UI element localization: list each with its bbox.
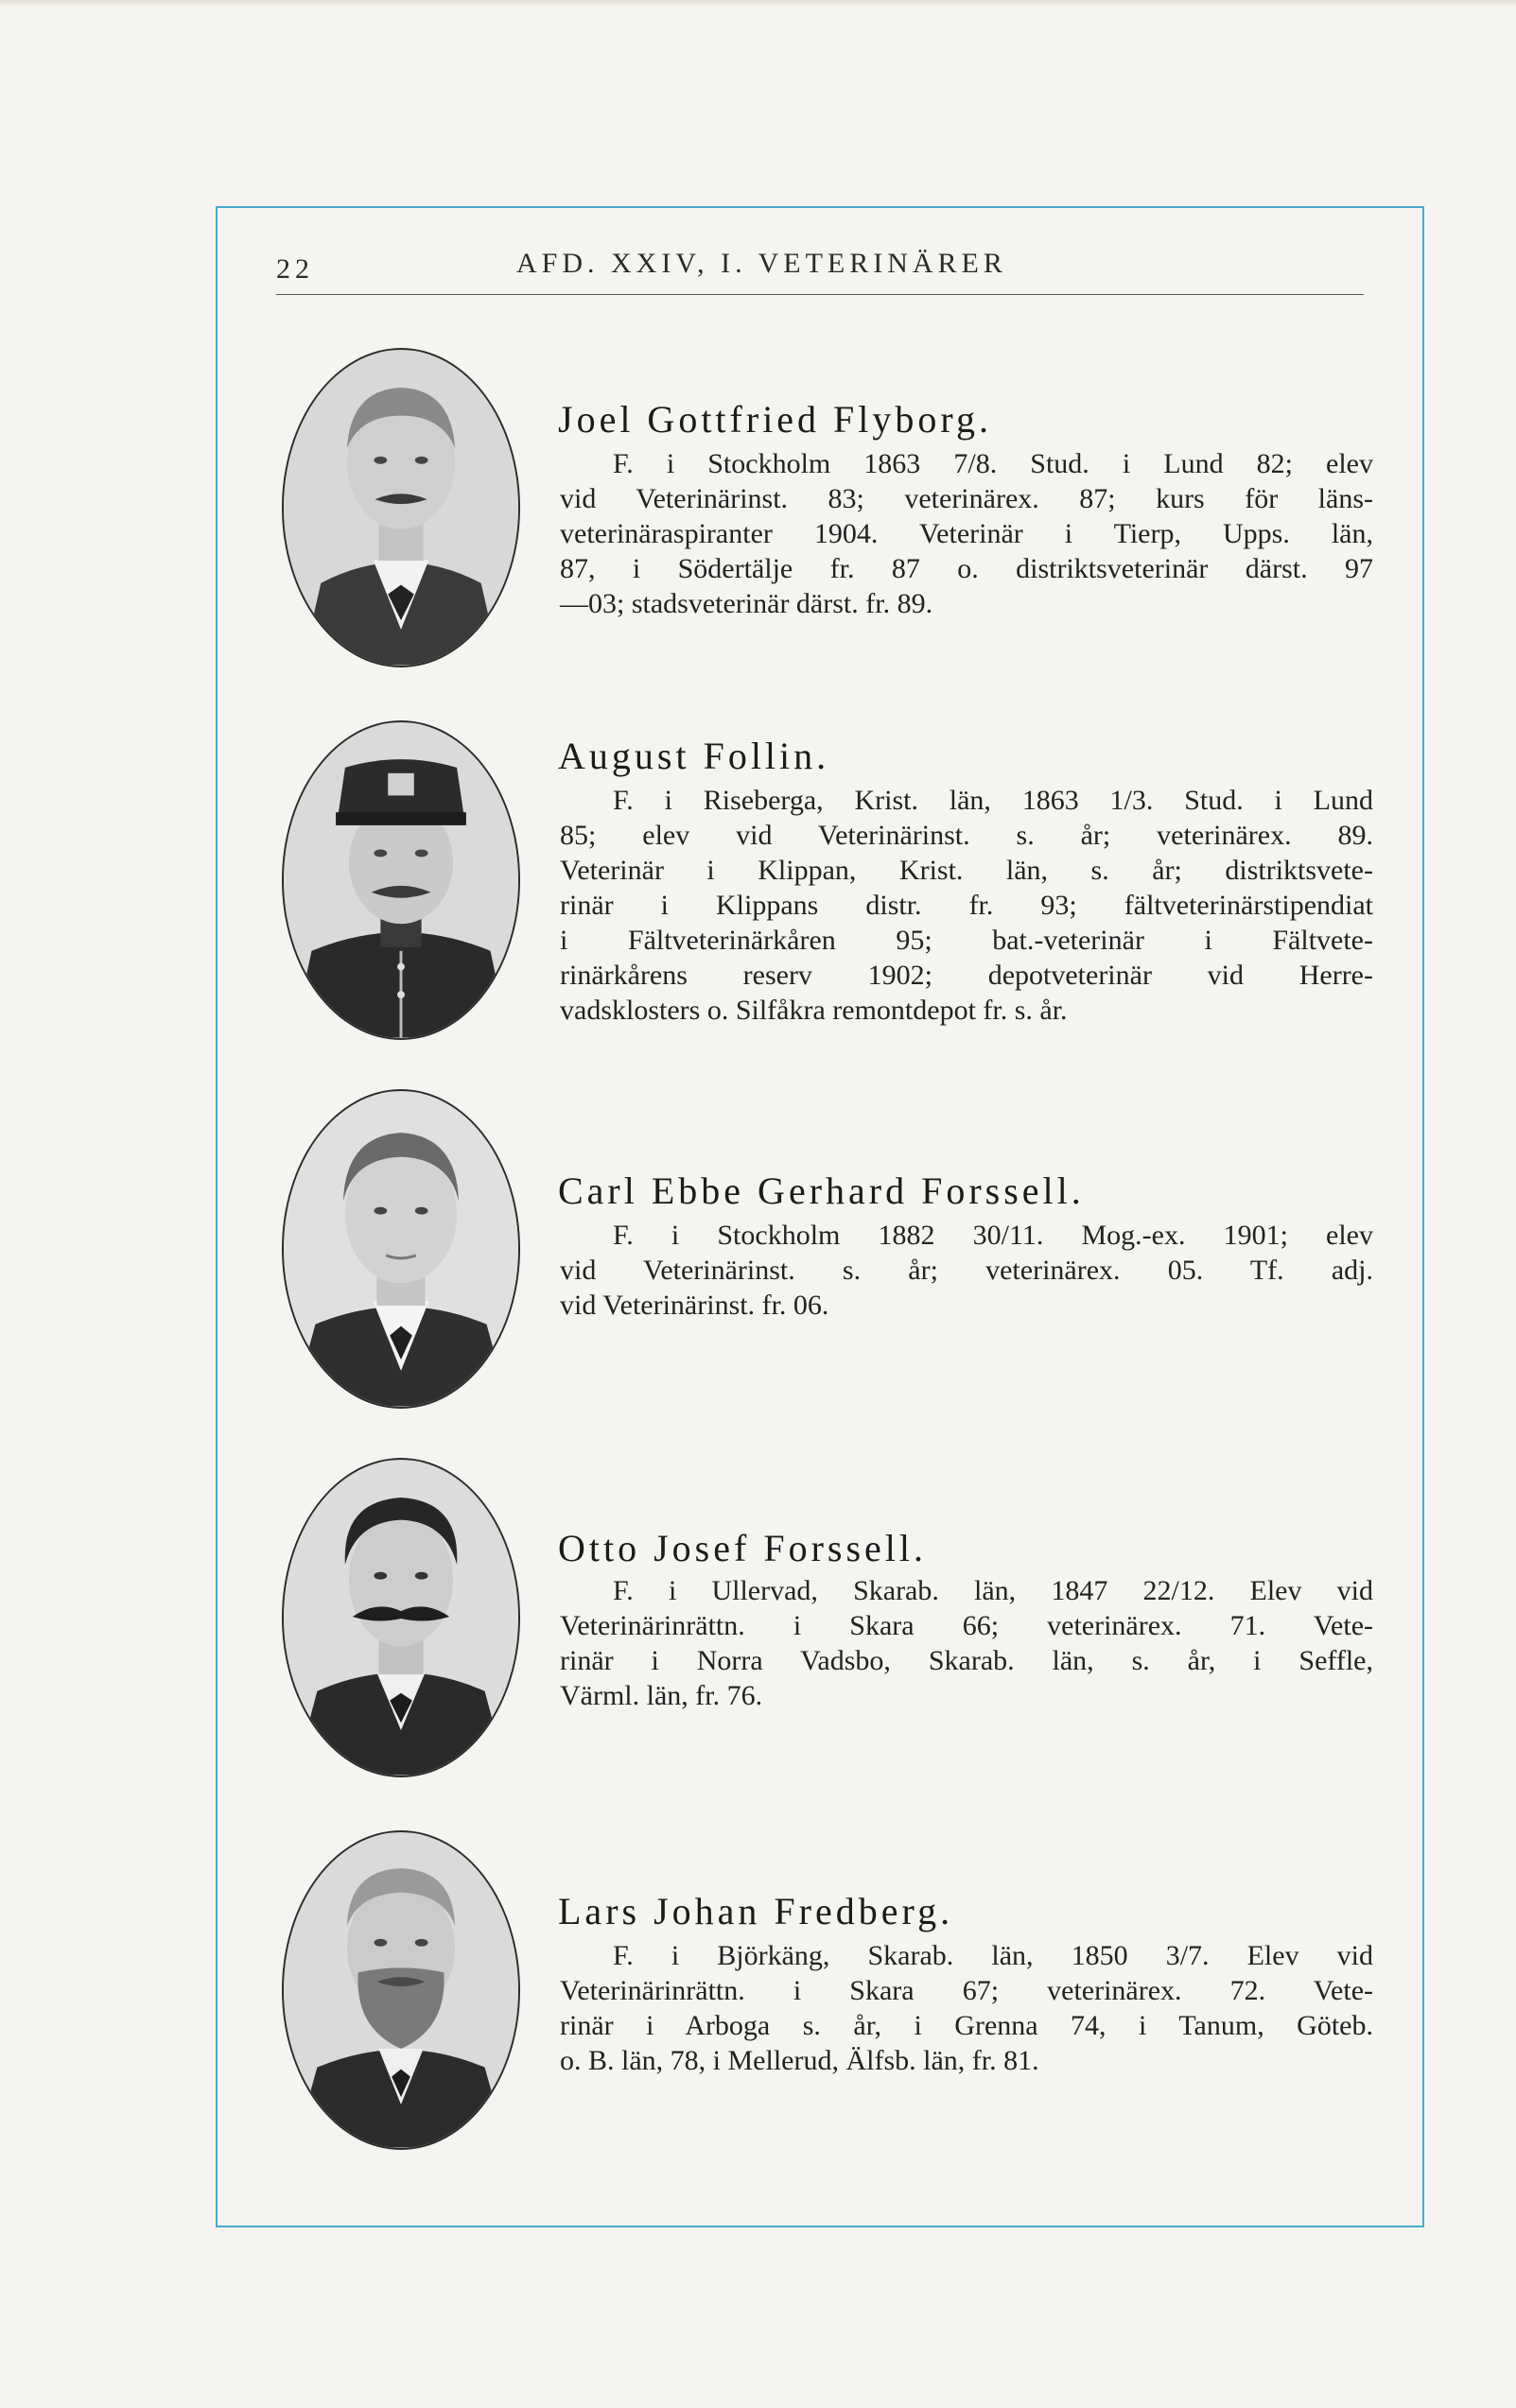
bio-line: Veterinärinrättn. i Skara 66; veterinärex. 71. Vete- (560, 1610, 1373, 1641)
portrait-icon (284, 350, 518, 666)
bio-line: vadsklosters o. Silfåkra remontdepot fr. s. år. (560, 995, 1068, 1026)
bio-line: F. i Stockholm 1863 7/8. Stud. i Lund 82; elev (613, 448, 1373, 479)
portrait-photo (282, 1458, 520, 1777)
header-rule (276, 294, 1364, 295)
section-title: AFD. XXIV, I. VETERINÄRER (516, 248, 1007, 279)
bio-line: rinär i Klippans distr. fr. 93; fältveterinärstipendiat (560, 890, 1373, 921)
bio-line: rinär i Norra Vadsbo, Skarab. län, s. år, i Seffle, (560, 1645, 1373, 1676)
person-name: Lars Johan Fredberg. (558, 1890, 954, 1932)
bio-line: vid Veterinärinst. 83; veterinärex. 87; kurs för läns- (560, 483, 1373, 514)
bio-line: 87, i Södertälje fr. 87 o. distriktsveterinär därst. 97 (560, 553, 1373, 584)
bio-line: 85; elev vid Veterinärinst. s. år; veterinärex. 89. (560, 820, 1373, 851)
bio-line: F. i Björkäng, Skarab. län, 1850 3/7. Elev vid (613, 1940, 1373, 1971)
biography-text (560, 446, 1373, 621)
bio-line: i Fältveterinärkåren 95; bat.-veterinär i Fältvete- (560, 925, 1373, 956)
biography-text (560, 1938, 1373, 2078)
bio-line: veterinäraspiranter 1904. Veterinär i Tierp, Upps. län, (560, 518, 1373, 549)
portrait-icon (284, 722, 518, 1038)
bio-line: F. i Riseberga, Krist. län, 1863 1/3. Stud. i Lund (613, 785, 1373, 816)
biography-text (560, 783, 1373, 1028)
portrait-photo (282, 1089, 520, 1409)
portrait-icon (284, 1832, 518, 2148)
bio-line: vid Veterinärinst. s. år; veterinärex. 05. Tf. adj. (560, 1255, 1373, 1286)
page-number: 22 (276, 253, 314, 285)
person-name: Otto Josef Forssell. (558, 1527, 927, 1569)
portrait-photo (282, 348, 520, 667)
biography-text (560, 1218, 1373, 1323)
person-name: August Follin. (558, 735, 830, 777)
biography-text (560, 1573, 1373, 1713)
bio-line: Veterinär i Klippan, Krist. län, s. år; distriktsvete- (560, 855, 1373, 886)
bio-line: o. B. län, 78, i Mellerud, Älfsb. län, fr. 81. (560, 2045, 1039, 2076)
running-head (276, 248, 1364, 295)
bio-line: F. i Stockholm 1882 30/11. Mog.-ex. 1901; elev (613, 1220, 1373, 1251)
bio-line: rinär i Arboga s. år, i Grenna 74, i Tanum, Göteb. (560, 2010, 1373, 2041)
bio-line: vid Veterinärinst. fr. 06. (560, 1290, 829, 1321)
person-name: Carl Ebbe Gerhard Forssell. (558, 1169, 1085, 1212)
bio-line: rinärkårens reserv 1902; depotveterinär vid Herre- (560, 960, 1373, 991)
bio-line: Värml. län, fr. 76. (560, 1680, 763, 1711)
portrait-photo (282, 720, 520, 1040)
portrait-icon (284, 1091, 518, 1407)
bio-line: —03; stadsveterinär därst. fr. 89. (560, 588, 933, 619)
portrait-icon (284, 1460, 518, 1776)
page-edge (0, 0, 1516, 8)
bio-line: Veterinärinrättn. i Skara 67; veterinärex. 72. Vete- (560, 1975, 1373, 2006)
person-name: Joel Gottfried Flyborg. (558, 398, 993, 441)
portrait-photo (282, 1830, 520, 2150)
bio-line: F. i Ullervad, Skarab. län, 1847 22/12. Elev vid (613, 1575, 1373, 1606)
